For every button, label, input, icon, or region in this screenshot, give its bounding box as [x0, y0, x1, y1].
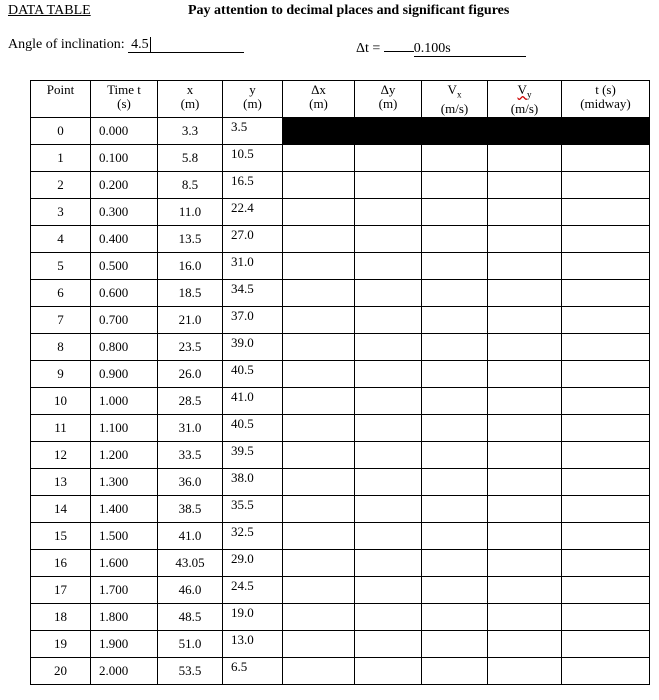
- y-value: 38.0: [231, 470, 254, 485]
- x-cell: 11.0: [158, 199, 223, 226]
- blank-entry-cell[interactable]: [488, 280, 562, 307]
- point-cell: 15: [31, 523, 91, 550]
- instruction-note: Pay attention to decimal places and significant figures: [188, 3, 510, 18]
- y-value: 24.5: [231, 578, 254, 593]
- blank-entry-cell[interactable]: [562, 388, 650, 415]
- point-cell: 9: [31, 361, 91, 388]
- table-row: [31, 523, 650, 550]
- point-cell: 5: [31, 253, 91, 280]
- table-body: [31, 118, 650, 685]
- x-cell: 28.5: [158, 388, 223, 415]
- y-value: 39.0: [231, 335, 254, 350]
- blank-entry-cell[interactable]: [488, 334, 562, 361]
- blank-entry-cell[interactable]: [355, 307, 422, 334]
- data-table: [30, 80, 650, 685]
- y-cell: [223, 307, 283, 334]
- blank-entry-cell[interactable]: [488, 226, 562, 253]
- blank-entry-cell[interactable]: [355, 280, 422, 307]
- blank-entry-cell[interactable]: [488, 577, 562, 604]
- blank-entry-cell[interactable]: [562, 442, 650, 469]
- time-cell: 0.300: [91, 199, 158, 226]
- blank-entry-cell[interactable]: [283, 550, 355, 577]
- column-header-label: V: [447, 82, 457, 97]
- delta-t-label: Δt =: [356, 41, 381, 56]
- x-cell: 31.0: [158, 415, 223, 442]
- blank-entry-cell[interactable]: [422, 145, 488, 172]
- x-cell: 16.0: [158, 253, 223, 280]
- blank-entry-cell[interactable]: [562, 253, 650, 280]
- blank-entry-cell[interactable]: [562, 199, 650, 226]
- blank-entry-cell[interactable]: [562, 334, 650, 361]
- point-cell: 13: [31, 469, 91, 496]
- column-header-label: Time t: [107, 82, 141, 97]
- x-cell: 33.5: [158, 442, 223, 469]
- time-cell: 0.600: [91, 280, 158, 307]
- x-cell: 5.8: [158, 145, 223, 172]
- blank-entry-cell[interactable]: [283, 631, 355, 658]
- point-cell: 17: [31, 577, 91, 604]
- x-cell: 48.5: [158, 604, 223, 631]
- angle-field: [8, 37, 244, 53]
- column-header-unit: (midway): [580, 96, 631, 111]
- y-value: 32.5: [231, 524, 254, 539]
- blank-entry-cell[interactable]: [422, 631, 488, 658]
- point-cell: 6: [31, 280, 91, 307]
- column-header: [562, 81, 650, 118]
- y-value: 29.0: [231, 551, 254, 566]
- blank-entry-cell[interactable]: [562, 469, 650, 496]
- blank-entry-cell[interactable]: [283, 577, 355, 604]
- y-value: 37.0: [231, 308, 254, 323]
- time-cell: 0.400: [91, 226, 158, 253]
- blank-entry-cell[interactable]: [283, 658, 355, 685]
- x-cell: 41.0: [158, 523, 223, 550]
- blank-entry-cell[interactable]: [283, 172, 355, 199]
- blank-entry-cell[interactable]: [355, 172, 422, 199]
- column-header: [91, 81, 158, 118]
- blank-entry-cell[interactable]: [355, 523, 422, 550]
- blank-entry-cell[interactable]: [355, 442, 422, 469]
- y-cell: [223, 118, 283, 145]
- time-cell: 0.000: [91, 118, 158, 145]
- blank-entry-cell[interactable]: [562, 280, 650, 307]
- blank-entry-cell[interactable]: [283, 226, 355, 253]
- table-row: [31, 496, 650, 523]
- time-cell: 1.100: [91, 415, 158, 442]
- y-value: 40.5: [231, 362, 254, 377]
- time-cell: 0.100: [91, 145, 158, 172]
- blank-entry-cell[interactable]: [488, 388, 562, 415]
- y-cell: [223, 280, 283, 307]
- angle-input[interactable]: [128, 37, 244, 53]
- y-cell: [223, 334, 283, 361]
- table-row: [31, 658, 650, 685]
- x-cell: 36.0: [158, 469, 223, 496]
- y-cell: [223, 523, 283, 550]
- blank-entry-cell[interactable]: [422, 658, 488, 685]
- blank-entry-cell[interactable]: [488, 199, 562, 226]
- time-cell: 1.600: [91, 550, 158, 577]
- blank-entry-cell[interactable]: [355, 226, 422, 253]
- blank-entry-cell[interactable]: [283, 496, 355, 523]
- blacked-out-cell: [562, 118, 650, 145]
- time-cell: 1.200: [91, 442, 158, 469]
- blank-entry-cell[interactable]: [422, 388, 488, 415]
- time-cell: 1.500: [91, 523, 158, 550]
- blank-entry-cell[interactable]: [355, 631, 422, 658]
- point-cell: 8: [31, 334, 91, 361]
- blank-entry-cell[interactable]: [283, 361, 355, 388]
- table-row: [31, 604, 650, 631]
- time-cell: 2.000: [91, 658, 158, 685]
- blank-entry-cell[interactable]: [283, 604, 355, 631]
- blank-entry-cell[interactable]: [422, 523, 488, 550]
- point-cell: 18: [31, 604, 91, 631]
- blank-entry-cell[interactable]: [422, 469, 488, 496]
- blank-entry-cell[interactable]: [355, 496, 422, 523]
- blank-entry-cell[interactable]: [562, 631, 650, 658]
- table-row: [31, 361, 650, 388]
- blank-entry-cell[interactable]: [283, 145, 355, 172]
- blank-entry-cell[interactable]: [283, 253, 355, 280]
- y-value: 6.5: [231, 659, 248, 674]
- blank-entry-cell[interactable]: [488, 523, 562, 550]
- blank-entry-cell[interactable]: [488, 145, 562, 172]
- blank-entry-cell[interactable]: [562, 550, 650, 577]
- blank-entry-cell[interactable]: [488, 307, 562, 334]
- blank-entry-cell[interactable]: [488, 415, 562, 442]
- y-value: 3.5: [231, 119, 248, 134]
- point-cell: 2: [31, 172, 91, 199]
- blank-entry-cell[interactable]: [283, 199, 355, 226]
- point-cell: 20: [31, 658, 91, 685]
- column-header-label: x: [186, 82, 194, 97]
- y-value: 22.4: [231, 200, 254, 215]
- column-header-subscript: y: [526, 89, 532, 100]
- delta-t-field: [356, 37, 526, 57]
- delta-t-input[interactable]: [414, 41, 526, 57]
- blank-entry-cell[interactable]: [488, 631, 562, 658]
- blank-entry-cell[interactable]: [488, 253, 562, 280]
- blank-entry-cell[interactable]: [562, 226, 650, 253]
- column-header: [158, 81, 223, 118]
- blank-entry-cell[interactable]: [422, 199, 488, 226]
- y-cell: [223, 604, 283, 631]
- x-cell: 53.5: [158, 658, 223, 685]
- blank-entry-cell[interactable]: [562, 577, 650, 604]
- y-value: 19.0: [231, 605, 254, 620]
- blank-entry-cell[interactable]: [283, 469, 355, 496]
- blank-entry-cell[interactable]: [355, 658, 422, 685]
- point-cell: 16: [31, 550, 91, 577]
- y-cell: [223, 658, 283, 685]
- header-row: [31, 81, 650, 118]
- column-header-unit: (m): [309, 96, 328, 111]
- blank-entry-cell[interactable]: [355, 388, 422, 415]
- blank-entry-cell[interactable]: [562, 496, 650, 523]
- column-header-label: Δx: [311, 82, 326, 97]
- blank-entry-cell[interactable]: [283, 307, 355, 334]
- blank-entry-cell[interactable]: [488, 658, 562, 685]
- x-cell: 21.0: [158, 307, 223, 334]
- blank-entry-cell[interactable]: [562, 145, 650, 172]
- table-row: [31, 307, 650, 334]
- point-cell: 1: [31, 145, 91, 172]
- blank-entry-cell[interactable]: [422, 334, 488, 361]
- table-row: [31, 388, 650, 415]
- time-cell: 1.400: [91, 496, 158, 523]
- time-cell: 1.800: [91, 604, 158, 631]
- x-cell: 51.0: [158, 631, 223, 658]
- time-cell: 0.700: [91, 307, 158, 334]
- table-row: [31, 577, 650, 604]
- column-header-unit: (m): [243, 96, 262, 111]
- blank-entry-cell[interactable]: [488, 361, 562, 388]
- time-cell: 0.500: [91, 253, 158, 280]
- table-row: [31, 469, 650, 496]
- column-header: [31, 81, 91, 118]
- y-cell: [223, 631, 283, 658]
- y-value: 35.5: [231, 497, 254, 512]
- blank-entry-cell[interactable]: [488, 469, 562, 496]
- table-row: [31, 145, 650, 172]
- y-cell: [223, 442, 283, 469]
- x-cell: 43.05: [158, 550, 223, 577]
- point-cell: 19: [31, 631, 91, 658]
- blank-entry-cell[interactable]: [283, 334, 355, 361]
- y-cell: [223, 361, 283, 388]
- table-row: [31, 253, 650, 280]
- point-cell: 10: [31, 388, 91, 415]
- column-header: [355, 81, 422, 118]
- y-value: 41.0: [231, 389, 254, 404]
- blank-entry-cell[interactable]: [355, 361, 422, 388]
- blank-entry-cell[interactable]: [355, 550, 422, 577]
- x-cell: 26.0: [158, 361, 223, 388]
- x-cell: 38.5: [158, 496, 223, 523]
- blacked-out-cell: [488, 118, 562, 145]
- y-cell: [223, 388, 283, 415]
- y-value: 10.5: [231, 146, 254, 161]
- blank-entry-cell[interactable]: [562, 172, 650, 199]
- point-cell: 3: [31, 199, 91, 226]
- blank-entry-cell[interactable]: [488, 496, 562, 523]
- y-value: 16.5: [231, 173, 254, 188]
- angle-label: Angle of inclination:: [8, 37, 125, 52]
- blank-entry-cell[interactable]: [283, 388, 355, 415]
- blank-entry-cell[interactable]: [488, 172, 562, 199]
- time-cell: 1.000: [91, 388, 158, 415]
- column-header-unit: (s): [117, 96, 131, 111]
- point-cell: 12: [31, 442, 91, 469]
- blank-entry-cell[interactable]: [422, 496, 488, 523]
- blank-entry-cell[interactable]: [422, 577, 488, 604]
- table-row: [31, 415, 650, 442]
- column-header-unit: (m): [378, 96, 398, 111]
- time-cell: 0.800: [91, 334, 158, 361]
- y-cell: [223, 253, 283, 280]
- blacked-out-cell: [283, 118, 355, 145]
- blacked-out-cell: [422, 118, 488, 145]
- blank-entry-cell[interactable]: [355, 469, 422, 496]
- y-cell: [223, 145, 283, 172]
- y-value: 40.5: [231, 416, 254, 431]
- table-row: [31, 442, 650, 469]
- blank-entry-cell[interactable]: [422, 280, 488, 307]
- blank-entry-cell[interactable]: [562, 415, 650, 442]
- column-header-label: Point: [46, 82, 75, 97]
- blank-entry-cell[interactable]: [422, 442, 488, 469]
- page-title: DATA TABLE: [8, 3, 91, 18]
- blacked-out-cell: [355, 118, 422, 145]
- y-value: 31.0: [231, 254, 254, 269]
- y-cell: [223, 469, 283, 496]
- delta-t-value: 0.100s: [413, 41, 451, 56]
- blank-entry-cell[interactable]: [488, 442, 562, 469]
- column-header-unit: (m): [180, 96, 200, 111]
- blank-entry-cell[interactable]: [355, 253, 422, 280]
- blank-entry-cell[interactable]: [283, 523, 355, 550]
- point-cell: 0: [31, 118, 91, 145]
- column-header-unit: (m/s): [440, 100, 469, 116]
- time-cell: 1.700: [91, 577, 158, 604]
- blank-entry-cell[interactable]: [422, 226, 488, 253]
- blank-entry-cell[interactable]: [562, 361, 650, 388]
- blank-entry-cell[interactable]: [422, 415, 488, 442]
- blank-entry-cell[interactable]: [355, 577, 422, 604]
- blank-entry-cell[interactable]: [562, 604, 650, 631]
- column-header-label: Δy: [380, 82, 396, 97]
- blank-entry-cell[interactable]: [422, 361, 488, 388]
- x-cell: 23.5: [158, 334, 223, 361]
- column-header-label: t (s): [595, 82, 616, 97]
- point-cell: 4: [31, 226, 91, 253]
- blank-entry-cell[interactable]: [355, 604, 422, 631]
- blank-entry-cell[interactable]: [355, 199, 422, 226]
- x-cell: 13.5: [158, 226, 223, 253]
- y-value: 13.0: [231, 632, 254, 647]
- time-cell: 1.900: [91, 631, 158, 658]
- blank-entry-cell[interactable]: [422, 172, 488, 199]
- x-cell: 8.5: [158, 172, 223, 199]
- column-header: [283, 81, 355, 118]
- blank-entry-cell[interactable]: [355, 334, 422, 361]
- point-cell: 7: [31, 307, 91, 334]
- blank-entry-cell[interactable]: [283, 415, 355, 442]
- x-cell: 3.3: [158, 118, 223, 145]
- y-value: 27.0: [231, 227, 254, 242]
- point-cell: 11: [31, 415, 91, 442]
- time-cell: 0.200: [91, 172, 158, 199]
- column-header: [223, 81, 283, 118]
- blank-entry-cell[interactable]: [283, 280, 355, 307]
- x-cell: 18.5: [158, 280, 223, 307]
- y-cell: [223, 577, 283, 604]
- blank-entry-cell[interactable]: [355, 415, 422, 442]
- time-cell: 1.300: [91, 469, 158, 496]
- angle-value: 4.5: [131, 37, 149, 52]
- y-cell: [223, 199, 283, 226]
- y-cell: [223, 550, 283, 577]
- blank-entry-cell[interactable]: [422, 253, 488, 280]
- table-row: [31, 118, 650, 145]
- column-header-unit: (m/s): [510, 100, 539, 116]
- time-cell: 0.900: [91, 361, 158, 388]
- point-cell: 14: [31, 496, 91, 523]
- blank-entry-cell[interactable]: [488, 604, 562, 631]
- blank-entry-cell[interactable]: [562, 307, 650, 334]
- blank-entry-cell[interactable]: [422, 307, 488, 334]
- blank-entry-cell[interactable]: [422, 604, 488, 631]
- blank-entry-cell[interactable]: [355, 145, 422, 172]
- y-cell: [223, 496, 283, 523]
- table-row: [31, 550, 650, 577]
- table-row: [31, 334, 650, 361]
- y-value: 34.5: [231, 281, 254, 296]
- blank-entry-cell[interactable]: [488, 550, 562, 577]
- column-header-label: y: [249, 82, 256, 97]
- table-row: [31, 199, 650, 226]
- blank-entry-cell[interactable]: [562, 523, 650, 550]
- table-row: [31, 631, 650, 658]
- blank-entry-cell[interactable]: [283, 442, 355, 469]
- column-header-subscript: x: [456, 89, 462, 100]
- y-cell: [223, 172, 283, 199]
- table-row: [31, 226, 650, 253]
- y-cell: [223, 415, 283, 442]
- column-header: [422, 81, 488, 118]
- table-row: [31, 280, 650, 307]
- blank-entry-cell[interactable]: [562, 658, 650, 685]
- y-value: 39.5: [231, 443, 254, 458]
- table-row: [31, 172, 650, 199]
- y-cell: [223, 226, 283, 253]
- x-cell: 46.0: [158, 577, 223, 604]
- column-header-label: V: [517, 82, 527, 97]
- column-header: [488, 81, 562, 118]
- blank-entry-cell[interactable]: [422, 550, 488, 577]
- delta-t-blank: [384, 37, 414, 52]
